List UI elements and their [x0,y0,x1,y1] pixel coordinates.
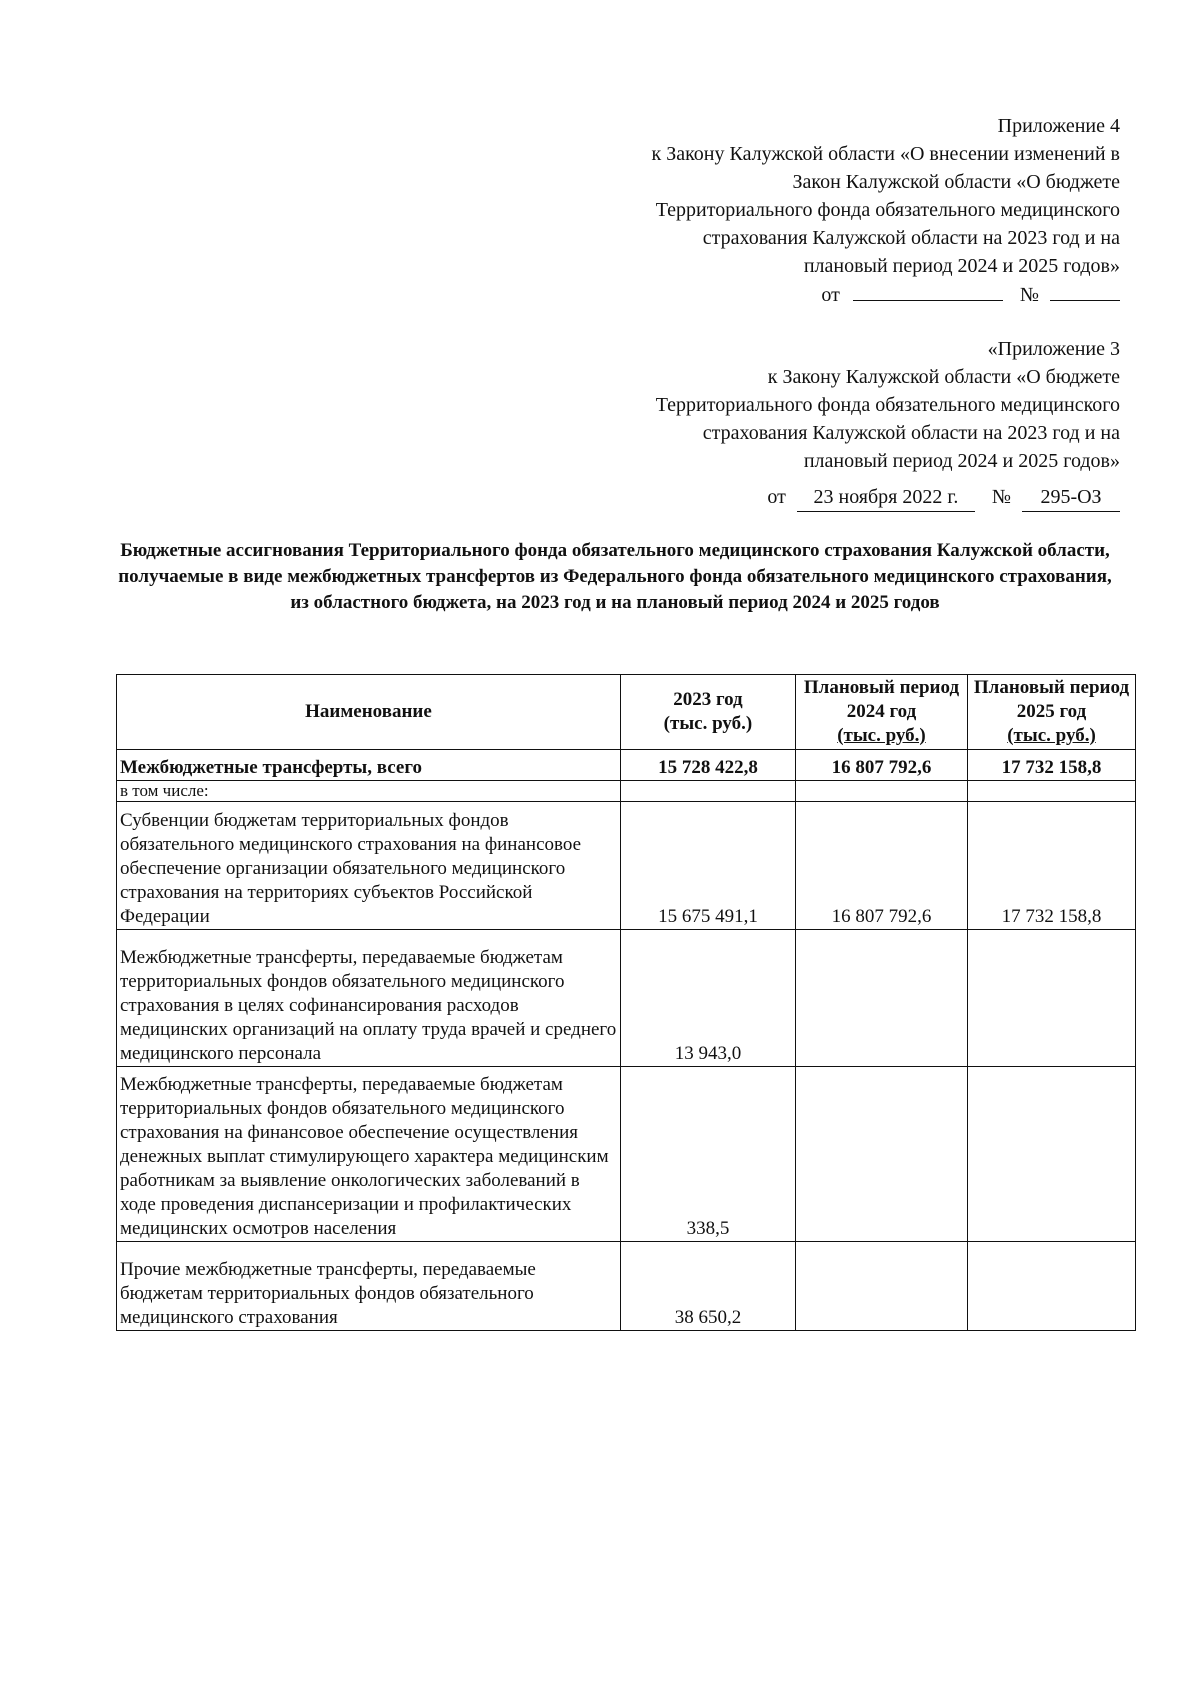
row-2025 [967,930,1135,1067]
appendix-4-title: Приложение 4 [997,115,1120,137]
table-row-total [117,750,1136,781]
from-label: от [821,284,840,306]
appendix-3-line: плановый период 2024 и 2025 годов» [803,450,1120,472]
number-blank [1050,280,1120,301]
table-row-including [117,781,1136,802]
appendix-4-line: к Закону Калужской области «О внесении изменений в [651,143,1120,165]
header-2025-unit: (тыс. руб.) [1007,725,1096,746]
row-name [117,802,621,930]
law-number: 295-ОЗ [1022,483,1120,512]
table-row [117,1067,1136,1242]
row-2024 [795,1067,967,1242]
document-title: Бюджетные ассигнования Территориального фонда обязательного медицинского страхования Калужской области, получаемые в виде межбюджетных трансфертов из Федерального фонда обязательного медицинского страхования, из областного бюджета, на 2023 год и на плановый период 2024 и 2025 годов [118,540,1112,613]
row-name-text: Межбюджетные трансферты, передаваемые бюджетам территориальных фондов обязательного медицинского страхования на финансовое обеспечение осуществления денежных выплат стимулирующего характера медицинским работникам за выявление онкологических заболеваний в ходе проведения диспансеризации и профилактических медицинских осмотров населения [120,1074,609,1239]
row-2024 [795,1242,967,1331]
empty-cell [967,781,1135,802]
row-2024 [795,930,967,1067]
appendix-3-line: к Закону Калужской области «О бюджете [767,366,1120,388]
header-2025-label: 2025 год [1016,701,1087,722]
number-label: № [991,486,1011,508]
row-2023: 15 675 491,1 [620,802,795,930]
table-row [117,1242,1136,1331]
appendix-3-header [656,335,1120,512]
header-2023-unit: (тыс. руб.) [663,713,753,734]
row-2023: 13 943,0 [620,930,795,1067]
appendix-3-title: «Приложение 3 [987,338,1120,360]
header-name: Наименование [117,675,621,750]
header-2025-period: Плановый период [973,677,1130,698]
header-2023-label: 2023 год [673,689,743,710]
appendix-4-line: Территориального фонда обязательного медицинского [655,199,1120,221]
row-name [117,930,621,1067]
appendix-4-line: страхования Калужской области на 2023 год и на [702,227,1120,249]
empty-cell [795,781,967,802]
table-row [117,802,1136,930]
appendix-4-date-line [651,280,1120,309]
row-name [117,1242,621,1331]
total-2025: 17 732 158,8 [967,750,1135,781]
header-2024-unit: (тыс. руб.) [837,725,926,746]
date-blank [853,280,1003,301]
total-name: Межбюджетные трансферты, всего [117,750,621,781]
row-2023: 338,5 [620,1067,795,1242]
row-2025 [967,1242,1135,1331]
appendix-3-line: Территориального фонда обязательного медицинского [655,394,1120,416]
law-date: 23 ноября 2022 г. [797,483,975,512]
total-2024: 16 807 792,6 [795,750,967,781]
budget-table [116,674,1136,1331]
table-row [117,930,1136,1067]
appendix-4-line: плановый период 2024 и 2025 годов» [803,255,1120,277]
including-label: в том числе: [117,781,621,802]
row-name-text: Субвенции бюджетам территориальных фондов обязательного медицинского страхования на финансовое обеспечение организации обязательного медицинского страхования на территориях субъектов Российской Федерации [120,810,582,927]
header-2024 [795,675,967,750]
table-header-row [117,675,1136,750]
total-2023: 15 728 422,8 [620,750,795,781]
header-2024-period: Плановый период [803,677,960,698]
empty-cell [620,781,795,802]
appendix-4-line: Закон Калужской области «О бюджете [792,171,1120,193]
appendix-3-line: страхования Калужской области на 2023 год и на [702,422,1120,444]
row-2023: 38 650,2 [620,1242,795,1331]
row-name-text: Межбюджетные трансферты, передаваемые бюджетам территориальных фондов обязательного медицинского страхования в целях софинансирования расходов медицинских организаций на оплату труда врачей и среднего медицинского персонала [120,947,617,1064]
row-2024: 16 807 792,6 [795,802,967,930]
row-name [117,1067,621,1242]
row-name-text: Прочие межбюджетные трансферты, передаваемые бюджетам территориальных фондов обязательного медицинского страхования [120,1259,536,1328]
row-2025: 17 732 158,8 [967,802,1135,930]
from-label: от [767,486,786,508]
appendix-4-header [651,112,1120,309]
appendix-3-date-line [656,483,1120,512]
row-2025 [967,1067,1135,1242]
number-label: № [1019,284,1039,306]
header-2025 [967,675,1135,750]
header-2024-label: 2024 год [846,701,917,722]
header-2023 [620,675,795,750]
